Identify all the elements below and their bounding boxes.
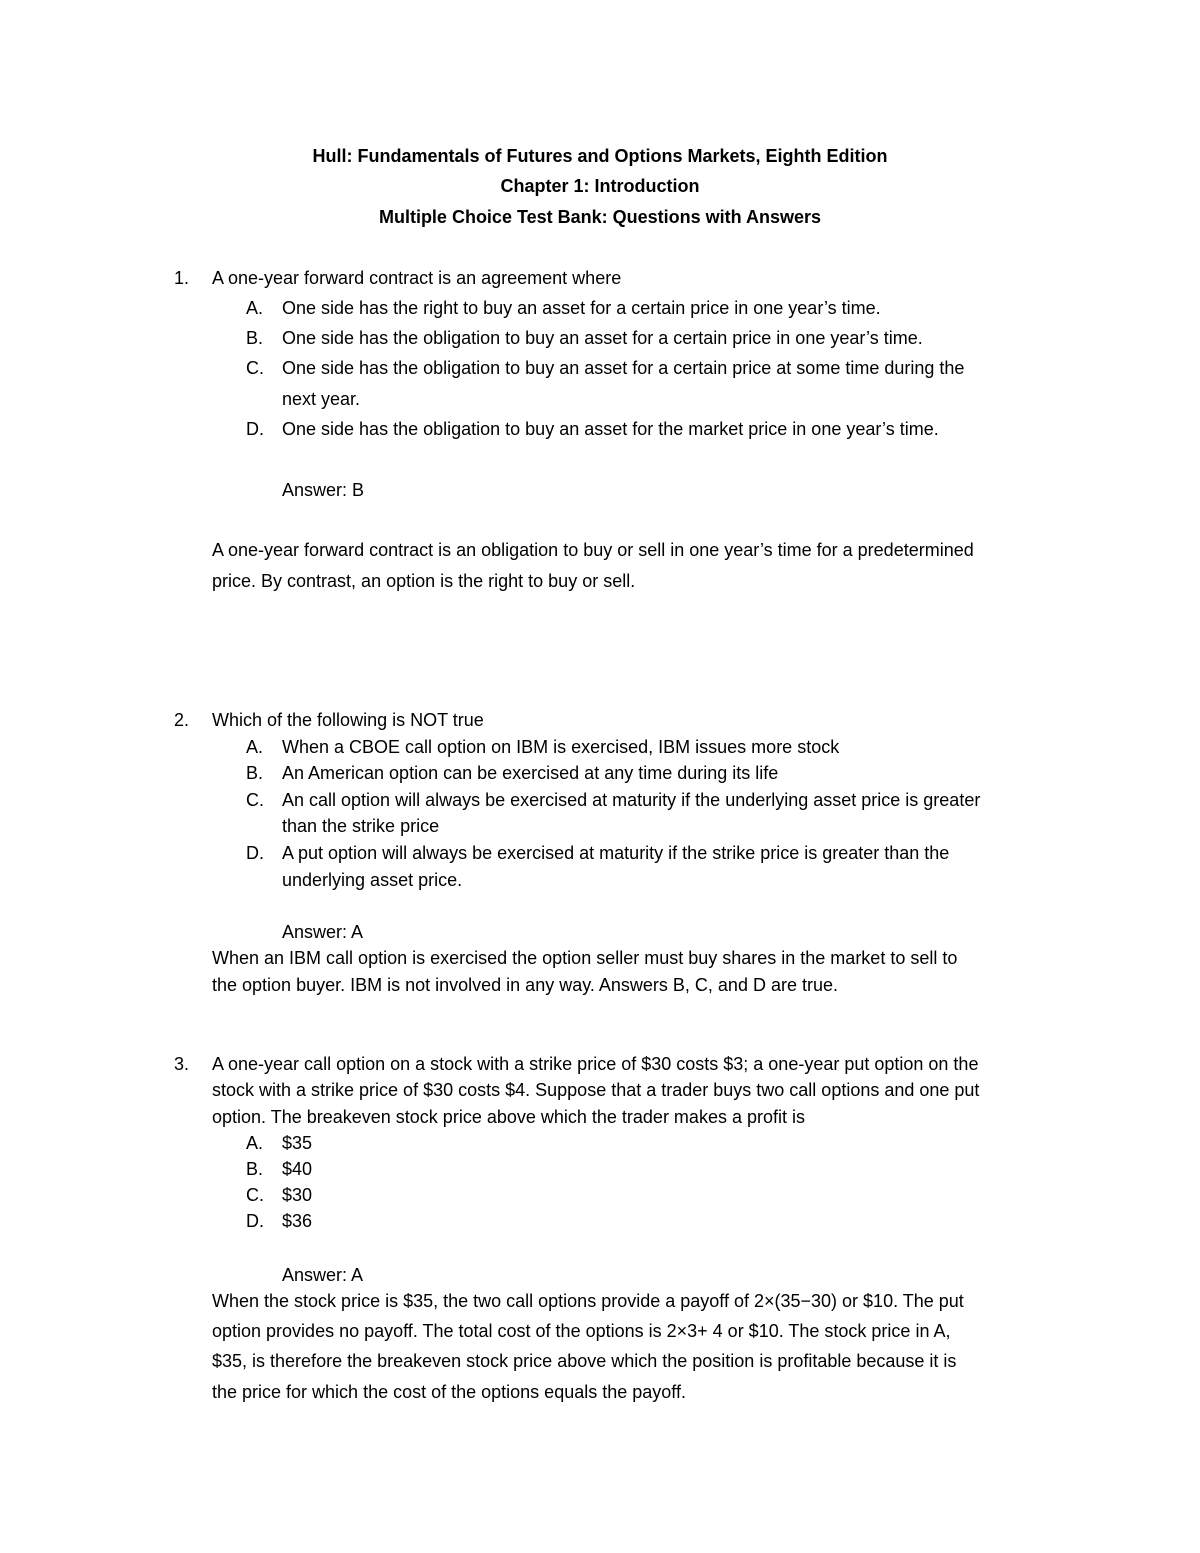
option-text: A put option will always be exercised at maturity if the strike price is greater than the	[282, 843, 950, 863]
option-text: $35	[282, 1133, 313, 1153]
option-text: One side has the obligation to buy an asset for a certain price in one year’s time.	[282, 328, 923, 348]
option-letter: C.	[246, 1185, 264, 1205]
option-text: underlying asset price.	[282, 870, 463, 890]
explanation-line: option provides no payoff. The total cost of the options is 2×3+ 4 or $10. The stock price in A,	[212, 1321, 951, 1341]
question-stem: option. The breakeven stock price above which the trader makes a profit is	[212, 1107, 805, 1127]
document-title: Hull: Fundamentals of Futures and Options Markets, Eighth Edition	[312, 146, 888, 166]
option-text: One side has the obligation to buy an asset for the market price in one year’s time.	[282, 419, 939, 439]
option-text: than the strike price	[282, 816, 440, 836]
question-number: 1.	[174, 268, 190, 288]
chapter-heading: Chapter 1: Introduction	[500, 176, 700, 196]
explanation-line: the option buyer. IBM is not involved in any way. Answers B, C, and D are true.	[212, 975, 838, 995]
option-letter: C.	[246, 790, 264, 810]
explanation-line: the price for which the cost of the options equals the payoff.	[212, 1382, 686, 1402]
option-letter: D.	[246, 1211, 264, 1231]
explanation-line: When an IBM call option is exercised the option seller must buy shares in the market to sell to	[212, 948, 958, 968]
option-text: next year.	[282, 389, 361, 409]
option-letter: B.	[246, 1159, 264, 1179]
document-subtitle: Multiple Choice Test Bank: Questions with Answers	[378, 207, 822, 227]
question-stem: A one-year call option on a stock with a strike price of $30 costs $3; a one-year put option on the	[212, 1054, 979, 1074]
option-letter: A.	[246, 1133, 264, 1153]
option-text: $36	[282, 1211, 313, 1231]
option-letter: D.	[246, 419, 264, 439]
answer-label: Answer: B	[282, 480, 365, 500]
explanation-line: A one-year forward contract is an obligation to buy or sell in one year’s time for a predetermined	[212, 540, 974, 560]
question-number: 2.	[174, 710, 190, 730]
option-text: $40	[282, 1159, 313, 1179]
option-letter: D.	[246, 843, 264, 863]
option-letter: B.	[246, 763, 264, 783]
option-text: $30	[282, 1185, 313, 1205]
explanation-line: $35, is therefore the breakeven stock price above which the position is profitable because it is	[212, 1351, 957, 1371]
question-stem: stock with a strike price of $30 costs $4. Suppose that a trader buys two call options and one put	[212, 1080, 980, 1100]
option-letter: A.	[246, 737, 264, 757]
question-stem: A one-year forward contract is an agreement where	[212, 268, 622, 288]
answer-label: Answer: A	[282, 1265, 364, 1285]
answer-label: Answer: A	[282, 922, 364, 942]
explanation-line: When the stock price is $35, the two call options provide a payoff of 2×(35−30) or $10. The put	[212, 1291, 964, 1311]
option-letter: B.	[246, 328, 264, 348]
option-text: An call option will always be exercised at maturity if the underlying asset price is greater	[282, 790, 981, 810]
option-letter: C.	[246, 358, 264, 378]
option-text: When a CBOE call option on IBM is exercised, IBM issues more stock	[282, 737, 840, 757]
question-stem: Which of the following is NOT true	[212, 710, 484, 730]
option-text: One side has the right to buy an asset for a certain price in one year’s time.	[282, 298, 881, 318]
option-letter: A.	[246, 298, 264, 318]
option-text: An American option can be exercised at any time during its life	[282, 763, 779, 783]
option-text: One side has the obligation to buy an asset for a certain price at some time during the	[282, 358, 965, 378]
question-number: 3.	[174, 1054, 190, 1074]
explanation-line: price. By contrast, an option is the right to buy or sell.	[212, 571, 636, 591]
